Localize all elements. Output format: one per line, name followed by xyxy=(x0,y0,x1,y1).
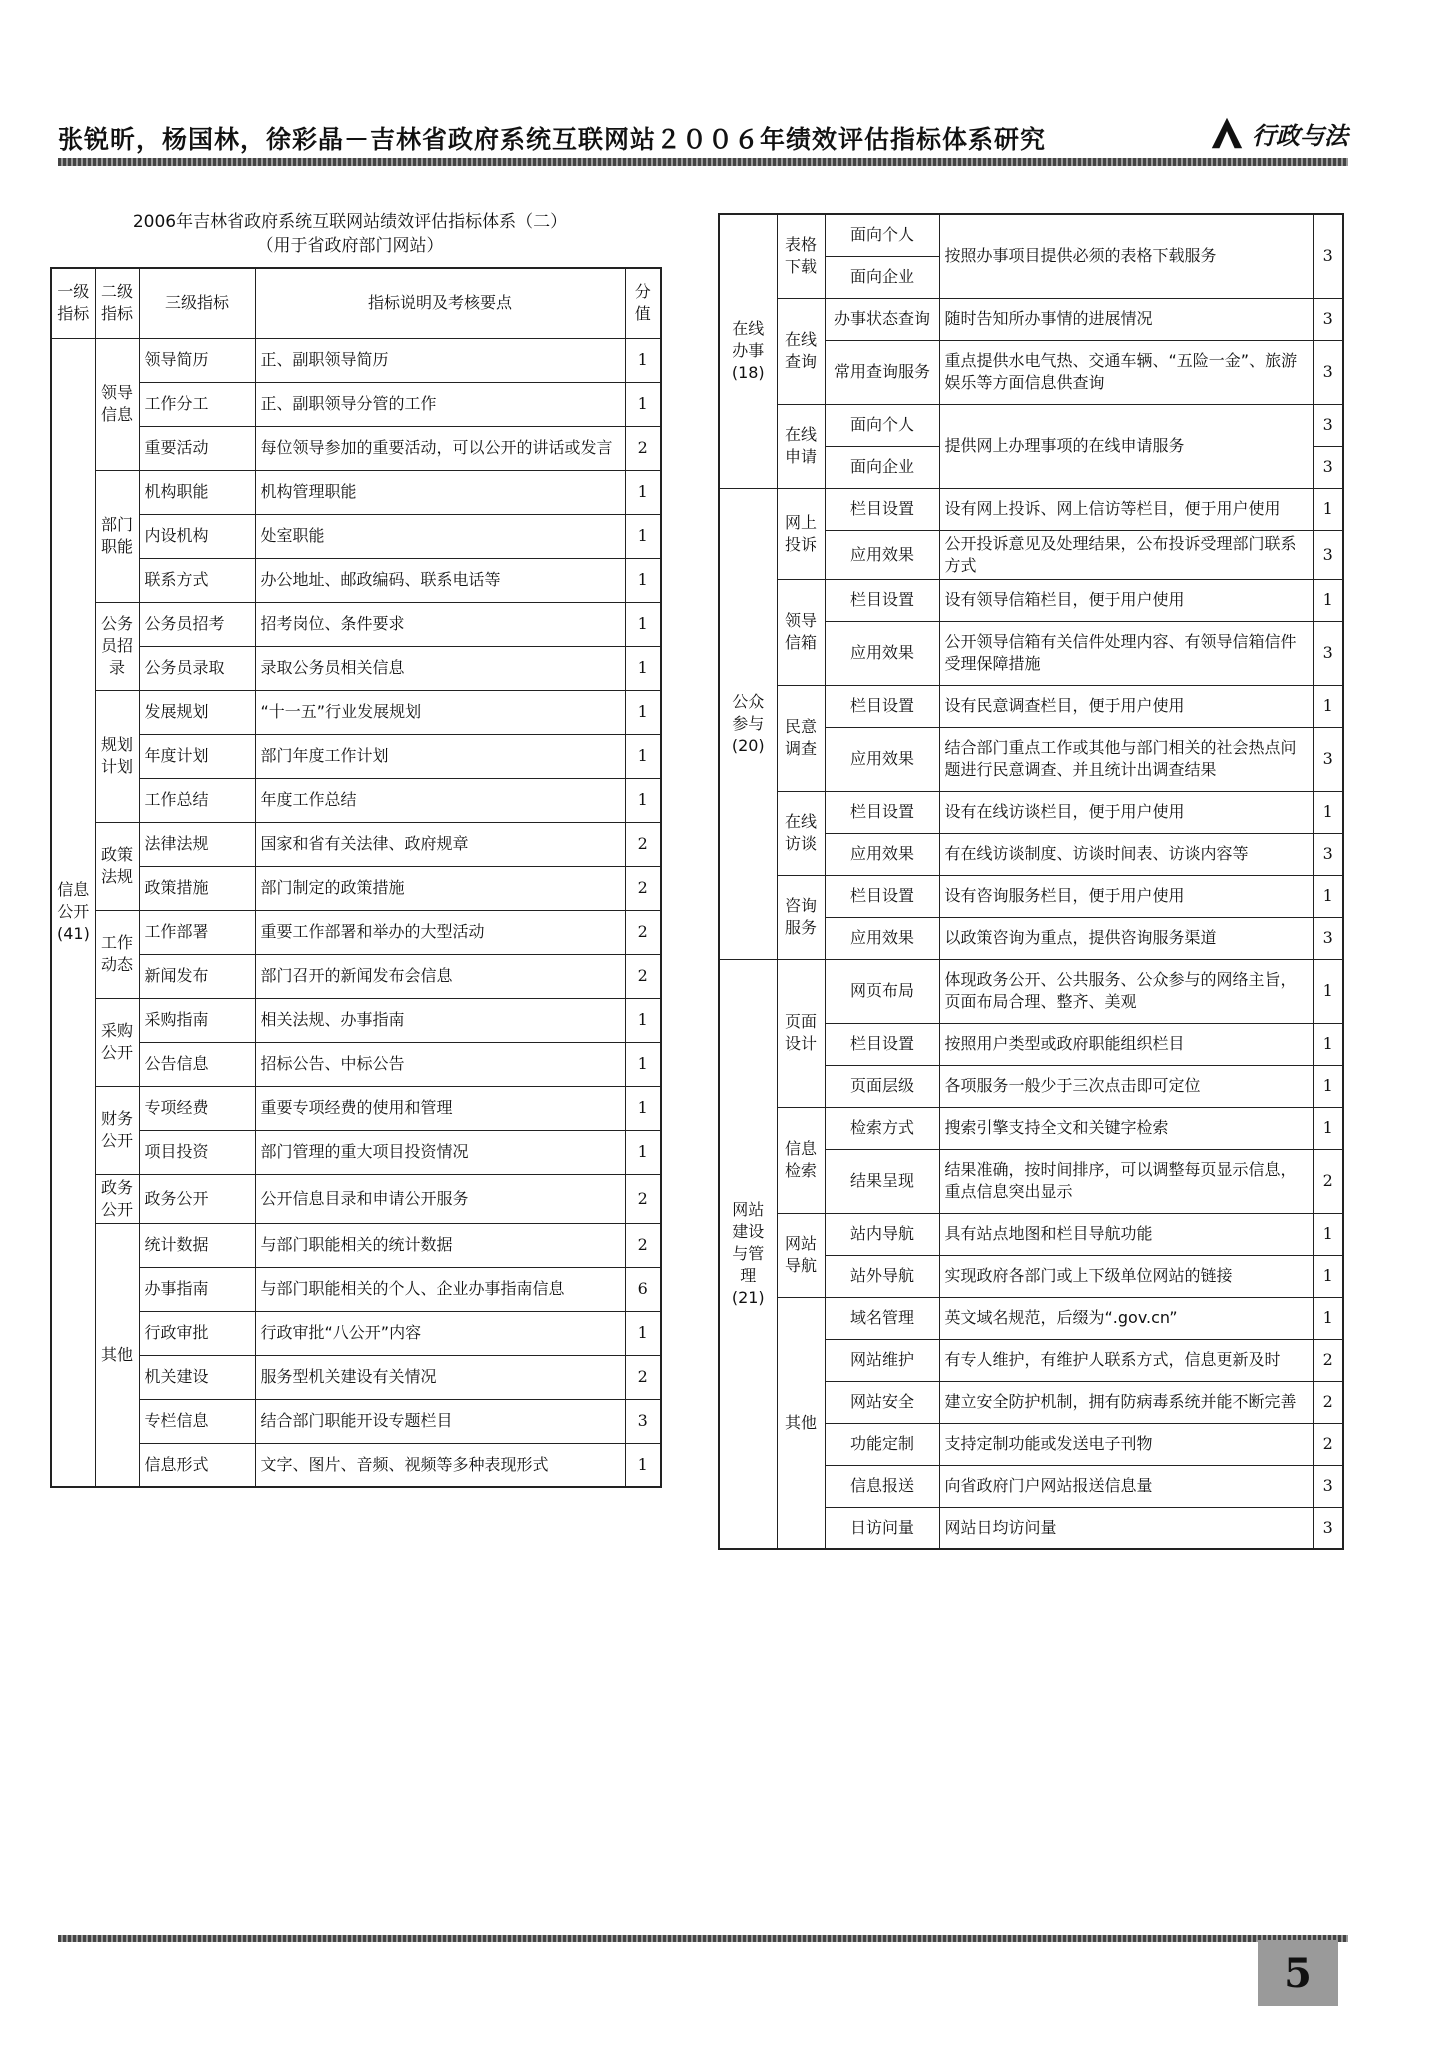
column-header: 指标说明及考核要点 xyxy=(255,268,625,338)
level3-cell: 网页布局 xyxy=(825,959,939,1023)
running-header xyxy=(58,118,1348,158)
level3-cell: 站外导航 xyxy=(825,1255,939,1297)
description-cell: 部门管理的重大项目投资情况 xyxy=(255,1130,625,1174)
description-cell: 部门年度工作计划 xyxy=(255,734,625,778)
table-row xyxy=(51,1174,661,1223)
level3-cell: 项目投资 xyxy=(139,1130,255,1174)
level3-cell: 办事状态查询 xyxy=(825,298,939,340)
description-cell: 招标公告、中标公告 xyxy=(255,1042,625,1086)
level2-cell: 页面设计 xyxy=(777,959,825,1107)
score-cell: 2 xyxy=(625,1174,661,1223)
score-cell: 3 xyxy=(1313,404,1343,446)
description-cell: 支持定制功能或发送电子刊物 xyxy=(939,1423,1313,1465)
description-cell: 按照办事项目提供必须的表格下载服务 xyxy=(939,214,1313,298)
level3-cell: 机关建设 xyxy=(139,1355,255,1399)
description-cell: 文字、图片、音频、视频等多种表现形式 xyxy=(255,1443,625,1487)
level3-cell: 信息报送 xyxy=(825,1465,939,1507)
description-cell: 正、副职领导简历 xyxy=(255,338,625,382)
level3-cell: 重要活动 xyxy=(139,426,255,470)
table-row xyxy=(719,1107,1343,1149)
score-cell: 2 xyxy=(625,866,661,910)
score-cell: 3 xyxy=(1313,298,1343,340)
level3-cell: 工作部署 xyxy=(139,910,255,954)
level2-cell: 工作动态 xyxy=(95,910,139,998)
level2-cell: 民意调查 xyxy=(777,685,825,791)
description-cell: 设有网上投诉、网上信访等栏目，便于用户使用 xyxy=(939,488,1313,530)
table-row xyxy=(719,791,1343,833)
level2-cell: 信息检索 xyxy=(777,1107,825,1213)
description-cell: 随时告知所办事情的进展情况 xyxy=(939,298,1313,340)
score-cell: 3 xyxy=(1313,340,1343,404)
level2-cell: 采购公开 xyxy=(95,998,139,1086)
level3-cell: 栏目设置 xyxy=(825,685,939,727)
table-row xyxy=(51,470,661,514)
table-row xyxy=(51,690,661,734)
level3-cell: 发展规划 xyxy=(139,690,255,734)
level1-cell: 公众参与(20) xyxy=(719,488,777,959)
level3-cell: 应用效果 xyxy=(825,727,939,791)
score-cell: 3 xyxy=(625,1399,661,1443)
level3-cell: 应用效果 xyxy=(825,621,939,685)
level3-cell: 面向个人 xyxy=(825,214,939,256)
table-row xyxy=(51,778,661,822)
level3-cell: 常用查询服务 xyxy=(825,340,939,404)
score-cell: 1 xyxy=(625,1086,661,1130)
table-row xyxy=(51,646,661,690)
description-cell: 处室职能 xyxy=(255,514,625,558)
score-cell: 1 xyxy=(625,1042,661,1086)
journal-name: 行政与法 xyxy=(1252,120,1348,150)
level2-cell: 公务员招录 xyxy=(95,602,139,690)
table-row xyxy=(719,685,1343,727)
level3-cell: 面向企业 xyxy=(825,256,939,298)
level3-cell: 应用效果 xyxy=(825,530,939,579)
description-cell: “十一五”行业发展规划 xyxy=(255,690,625,734)
table-row xyxy=(51,998,661,1042)
table-row xyxy=(719,298,1343,340)
left-indicator-table xyxy=(50,267,662,1488)
level2-cell: 部门职能 xyxy=(95,470,139,602)
table-row xyxy=(719,1213,1343,1255)
table-row xyxy=(51,1311,661,1355)
table-row xyxy=(719,959,1343,1023)
level2-cell: 网上投诉 xyxy=(777,488,825,579)
score-cell: 3 xyxy=(1313,833,1343,875)
description-cell: 重要专项经费的使用和管理 xyxy=(255,1086,625,1130)
level3-cell: 工作分工 xyxy=(139,382,255,426)
description-cell: 招考岗位、条件要求 xyxy=(255,602,625,646)
column-header: 一级指标 xyxy=(51,268,95,338)
level3-cell: 法律法规 xyxy=(139,822,255,866)
score-cell: 2 xyxy=(1313,1149,1343,1213)
score-cell: 1 xyxy=(1313,1065,1343,1107)
score-cell: 2 xyxy=(625,426,661,470)
score-cell: 1 xyxy=(1313,875,1343,917)
description-cell: 公开领导信箱有关信件处理内容、有领导信箱信件受理保障措施 xyxy=(939,621,1313,685)
level3-cell: 检索方式 xyxy=(825,1107,939,1149)
description-cell: 每位领导参加的重要活动，可以公开的讲话或发言 xyxy=(255,426,625,470)
description-cell: 具有站点地图和栏目导航功能 xyxy=(939,1213,1313,1255)
description-cell: 结合部门重点工作或其他与部门相关的社会热点问题进行民意调查、并且统计出调查结果 xyxy=(939,727,1313,791)
description-cell: 建立安全防护机制，拥有防病毒系统并能不断完善 xyxy=(939,1381,1313,1423)
table-caption xyxy=(80,210,620,258)
level3-cell: 日访问量 xyxy=(825,1507,939,1549)
level3-cell: 年度计划 xyxy=(139,734,255,778)
description-cell: 实现政府各部门或上下级单位网站的链接 xyxy=(939,1255,1313,1297)
level3-cell: 领导简历 xyxy=(139,338,255,382)
level3-cell: 信息形式 xyxy=(139,1443,255,1487)
score-cell: 1 xyxy=(1313,579,1343,621)
level3-cell: 统计数据 xyxy=(139,1223,255,1267)
score-cell: 2 xyxy=(1313,1381,1343,1423)
table-row xyxy=(719,1297,1343,1339)
level3-cell: 工作总结 xyxy=(139,778,255,822)
level3-cell: 结果呈现 xyxy=(825,1149,939,1213)
level3-cell: 政策措施 xyxy=(139,866,255,910)
level3-cell: 内设机构 xyxy=(139,514,255,558)
score-cell: 3 xyxy=(1313,1465,1343,1507)
table-row xyxy=(51,1355,661,1399)
description-cell: 重点提供水电气热、交通车辆、“五险一金”、旅游娱乐等方面信息供查询 xyxy=(939,340,1313,404)
description-cell: 部门制定的政策措施 xyxy=(255,866,625,910)
level2-cell: 领导信箱 xyxy=(777,579,825,685)
score-cell: 2 xyxy=(625,1223,661,1267)
level2-cell: 政策法规 xyxy=(95,822,139,910)
table-row xyxy=(719,404,1343,446)
table-row xyxy=(51,338,661,382)
level2-cell: 其他 xyxy=(777,1297,825,1549)
table-row xyxy=(51,822,661,866)
description-cell: 设有在线访谈栏目，便于用户使用 xyxy=(939,791,1313,833)
level3-cell: 公务员招考 xyxy=(139,602,255,646)
level2-cell: 在线查询 xyxy=(777,298,825,404)
description-cell: 搜索引擎支持全文和关键字检索 xyxy=(939,1107,1313,1149)
score-cell: 1 xyxy=(625,778,661,822)
description-cell: 正、副职领导分管的工作 xyxy=(255,382,625,426)
description-cell: 设有领导信箱栏目，便于用户使用 xyxy=(939,579,1313,621)
description-cell: 年度工作总结 xyxy=(255,778,625,822)
table-row xyxy=(51,1086,661,1130)
score-cell: 1 xyxy=(625,602,661,646)
table-row xyxy=(51,1399,661,1443)
level3-cell: 页面层级 xyxy=(825,1065,939,1107)
level3-cell: 网站维护 xyxy=(825,1339,939,1381)
level2-cell: 财务公开 xyxy=(95,1086,139,1174)
level2-cell: 表格下载 xyxy=(777,214,825,298)
score-cell: 2 xyxy=(625,822,661,866)
description-cell: 机构管理职能 xyxy=(255,470,625,514)
score-cell: 1 xyxy=(625,514,661,558)
description-cell: 提供网上办理事项的在线申请服务 xyxy=(939,404,1313,488)
table-row xyxy=(51,558,661,602)
table-row xyxy=(51,954,661,998)
level2-cell: 咨询服务 xyxy=(777,875,825,959)
level3-cell: 办事指南 xyxy=(139,1267,255,1311)
table-row xyxy=(51,734,661,778)
level2-cell: 领导信息 xyxy=(95,338,139,470)
level3-cell: 域名管理 xyxy=(825,1297,939,1339)
level3-cell: 栏目设置 xyxy=(825,875,939,917)
score-cell: 1 xyxy=(625,690,661,734)
table-row xyxy=(51,910,661,954)
level3-cell: 政务公开 xyxy=(139,1174,255,1223)
description-cell: 相关法规、办事指南 xyxy=(255,998,625,1042)
description-cell: 网站日均访问量 xyxy=(939,1507,1313,1549)
table-row xyxy=(51,514,661,558)
table-row xyxy=(719,579,1343,621)
score-cell: 2 xyxy=(625,1355,661,1399)
table-row xyxy=(51,866,661,910)
column-header: 二级指标 xyxy=(95,268,139,338)
description-cell: 服务型机关建设有关情况 xyxy=(255,1355,625,1399)
score-cell: 1 xyxy=(625,998,661,1042)
level3-cell: 功能定制 xyxy=(825,1423,939,1465)
level3-cell: 应用效果 xyxy=(825,833,939,875)
table-row xyxy=(51,1443,661,1487)
score-cell: 3 xyxy=(1313,727,1343,791)
caption-line-2: （用于省政府部门网站） xyxy=(256,236,444,256)
level3-cell: 公务员录取 xyxy=(139,646,255,690)
score-cell: 1 xyxy=(625,1311,661,1355)
table-row xyxy=(51,1042,661,1086)
level2-cell: 在线申请 xyxy=(777,404,825,488)
score-cell: 1 xyxy=(1313,1023,1343,1065)
score-cell: 6 xyxy=(625,1267,661,1311)
table-row xyxy=(719,875,1343,917)
score-cell: 1 xyxy=(1313,685,1343,727)
description-cell: 部门召开的新闻发布会信息 xyxy=(255,954,625,998)
level3-cell: 机构职能 xyxy=(139,470,255,514)
level3-cell: 专项经费 xyxy=(139,1086,255,1130)
level3-cell: 应用效果 xyxy=(825,917,939,959)
table-row xyxy=(719,214,1343,256)
level3-cell: 栏目设置 xyxy=(825,791,939,833)
right-indicator-table xyxy=(718,213,1344,1550)
score-cell: 3 xyxy=(1313,214,1343,298)
level3-cell: 联系方式 xyxy=(139,558,255,602)
level2-cell: 政务公开 xyxy=(95,1174,139,1223)
score-cell: 3 xyxy=(1313,917,1343,959)
description-cell: 按照用户类型或政府职能组织栏目 xyxy=(939,1023,1313,1065)
table-row xyxy=(51,602,661,646)
level3-cell: 栏目设置 xyxy=(825,488,939,530)
score-cell: 1 xyxy=(625,558,661,602)
description-cell: 录取公务员相关信息 xyxy=(255,646,625,690)
level3-cell: 行政审批 xyxy=(139,1311,255,1355)
level3-cell: 栏目设置 xyxy=(825,1023,939,1065)
header-row xyxy=(51,268,661,338)
description-cell: 结合部门职能开设专题栏目 xyxy=(255,1399,625,1443)
level1-cell: 信息公开(41) xyxy=(51,338,95,1487)
score-cell: 2 xyxy=(625,954,661,998)
score-cell: 1 xyxy=(1313,959,1343,1023)
table-row xyxy=(51,1267,661,1311)
level3-cell: 站内导航 xyxy=(825,1213,939,1255)
score-cell: 1 xyxy=(1313,1255,1343,1297)
description-cell: 英文域名规范，后缀为“.gov.cn” xyxy=(939,1297,1313,1339)
score-cell: 2 xyxy=(1313,1423,1343,1465)
description-cell: 体现政务公开、公共服务、公众参与的网络主旨，页面布局合理、整齐、美观 xyxy=(939,959,1313,1023)
header-title: 张锐昕，杨国林，徐彩晶－吉林省政府系统互联网站２００６年绩效评估指标体系研究 xyxy=(58,125,1047,154)
level1-cell: 在线办事(18) xyxy=(719,214,777,488)
description-cell: 设有咨询服务栏目，便于用户使用 xyxy=(939,875,1313,917)
level3-cell: 专栏信息 xyxy=(139,1399,255,1443)
score-cell: 2 xyxy=(625,910,661,954)
table-row xyxy=(51,382,661,426)
table-row xyxy=(51,426,661,470)
score-cell: 2 xyxy=(1313,1339,1343,1381)
description-cell: 向省政府门户网站报送信息量 xyxy=(939,1465,1313,1507)
level3-cell: 网站安全 xyxy=(825,1381,939,1423)
level3-cell: 公告信息 xyxy=(139,1042,255,1086)
column-header: 分值 xyxy=(625,268,661,338)
score-cell: 1 xyxy=(625,734,661,778)
journal-mark xyxy=(1208,114,1348,152)
description-cell: 与部门职能相关的个人、企业办事指南信息 xyxy=(255,1267,625,1311)
table-row xyxy=(51,1130,661,1174)
page-number: 5 xyxy=(1258,1940,1338,2006)
level3-cell: 面向企业 xyxy=(825,446,939,488)
description-cell: 行政审批“八公开”内容 xyxy=(255,1311,625,1355)
description-cell: 公开投诉意见及处理结果，公布投诉受理部门联系方式 xyxy=(939,530,1313,579)
description-cell: 办公地址、邮政编码、联系电话等 xyxy=(255,558,625,602)
description-cell: 各项服务一般少于三次点击即可定位 xyxy=(939,1065,1313,1107)
header-rule xyxy=(58,158,1348,166)
description-cell: 重要工作部署和举办的大型活动 xyxy=(255,910,625,954)
level2-cell: 其他 xyxy=(95,1223,139,1487)
description-cell: 结果准确，按时间排序，可以调整每页显示信息，重点信息突出显示 xyxy=(939,1149,1313,1213)
level3-cell: 栏目设置 xyxy=(825,579,939,621)
score-cell: 3 xyxy=(1313,1507,1343,1549)
description-cell: 以政策咨询为重点，提供咨询服务渠道 xyxy=(939,917,1313,959)
level3-cell: 新闻发布 xyxy=(139,954,255,998)
score-cell: 1 xyxy=(1313,1213,1343,1255)
description-cell: 有专人维护，有维护人联系方式，信息更新及时 xyxy=(939,1339,1313,1381)
score-cell: 1 xyxy=(625,646,661,690)
description-cell: 与部门职能相关的统计数据 xyxy=(255,1223,625,1267)
table-row xyxy=(719,488,1343,530)
footer-rule xyxy=(58,1935,1348,1942)
score-cell: 3 xyxy=(1313,530,1343,579)
level2-cell: 规划计划 xyxy=(95,690,139,822)
description-cell: 有在线访谈制度、访谈时间表、访谈内容等 xyxy=(939,833,1313,875)
caption-line-1: 2006年吉林省政府系统互联网站绩效评估指标体系（二） xyxy=(132,212,568,232)
score-cell: 1 xyxy=(1313,1107,1343,1149)
description-cell: 设有民意调查栏目，便于用户使用 xyxy=(939,685,1313,727)
level3-cell: 面向个人 xyxy=(825,404,939,446)
score-cell: 1 xyxy=(625,1130,661,1174)
journal-logo-icon xyxy=(1208,114,1246,152)
level2-cell: 在线访谈 xyxy=(777,791,825,875)
table-row xyxy=(51,1223,661,1267)
score-cell: 3 xyxy=(1313,446,1343,488)
score-cell: 3 xyxy=(1313,621,1343,685)
score-cell: 1 xyxy=(1313,488,1343,530)
level3-cell: 采购指南 xyxy=(139,998,255,1042)
score-cell: 1 xyxy=(1313,1297,1343,1339)
level2-cell: 网站导航 xyxy=(777,1213,825,1297)
score-cell: 1 xyxy=(625,1443,661,1487)
score-cell: 1 xyxy=(1313,791,1343,833)
description-cell: 公开信息目录和申请公开服务 xyxy=(255,1174,625,1223)
level1-cell: 网站建设与管理(21) xyxy=(719,959,777,1549)
score-cell: 1 xyxy=(625,470,661,514)
description-cell: 国家和省有关法律、政府规章 xyxy=(255,822,625,866)
score-cell: 1 xyxy=(625,338,661,382)
score-cell: 1 xyxy=(625,382,661,426)
column-header: 三级指标 xyxy=(139,268,255,338)
